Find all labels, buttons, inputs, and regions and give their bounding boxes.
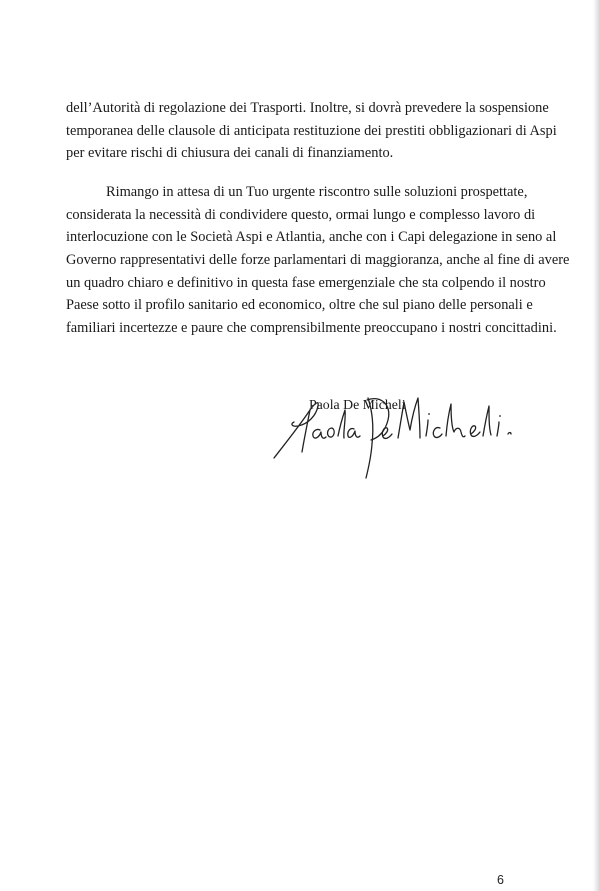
paragraph-line: Rimango in attesa di un Tuo urgente riscontro sulle soluzioni prospettate, [106,184,528,200]
page-edge-shadow [593,0,600,891]
paragraph-line: familiari incertezze e paure che comprensibilmente preoccupano i nostri concittadini. [66,320,557,337]
paragraph-line: considerata la necessità di condividere questo, ormai lungo e complesso lavoro di [66,206,536,223]
paragraph-line: per evitare rischi di chiusura dei canali di finanziamento. [66,145,394,162]
paragraph-line: temporanea delle clausole di anticipata restituzione dei prestiti obbligazionari di Aspi [66,122,557,139]
body-paragraph-2 [66,181,570,340]
paragraph-line: interlocuzione con le Società Aspi e Atlantia, anche con i Capi delegazione in seno al [66,229,557,246]
page-number: 6 [497,873,504,887]
paragraph-line: Governo rappresentativi delle forze parlamentari di maggioranza, anche al fine di avere [66,252,570,269]
signatory-name: Paola De Micheli [309,397,406,412]
paragraph-line: un quadro chiaro e definitivo in questa fase emergenziale che sta colpendo il nostro [66,274,546,291]
paragraph-line: dell’Autorità di regolazione dei Trasporti. Inoltre, si dovrà prevedere la sospensione [66,100,549,116]
handwritten-signature [268,370,518,485]
body-paragraph-1 [66,97,557,165]
paragraph-line: Paese sotto il profilo sanitario ed economico, oltre che sul piano delle personali e [66,297,533,314]
